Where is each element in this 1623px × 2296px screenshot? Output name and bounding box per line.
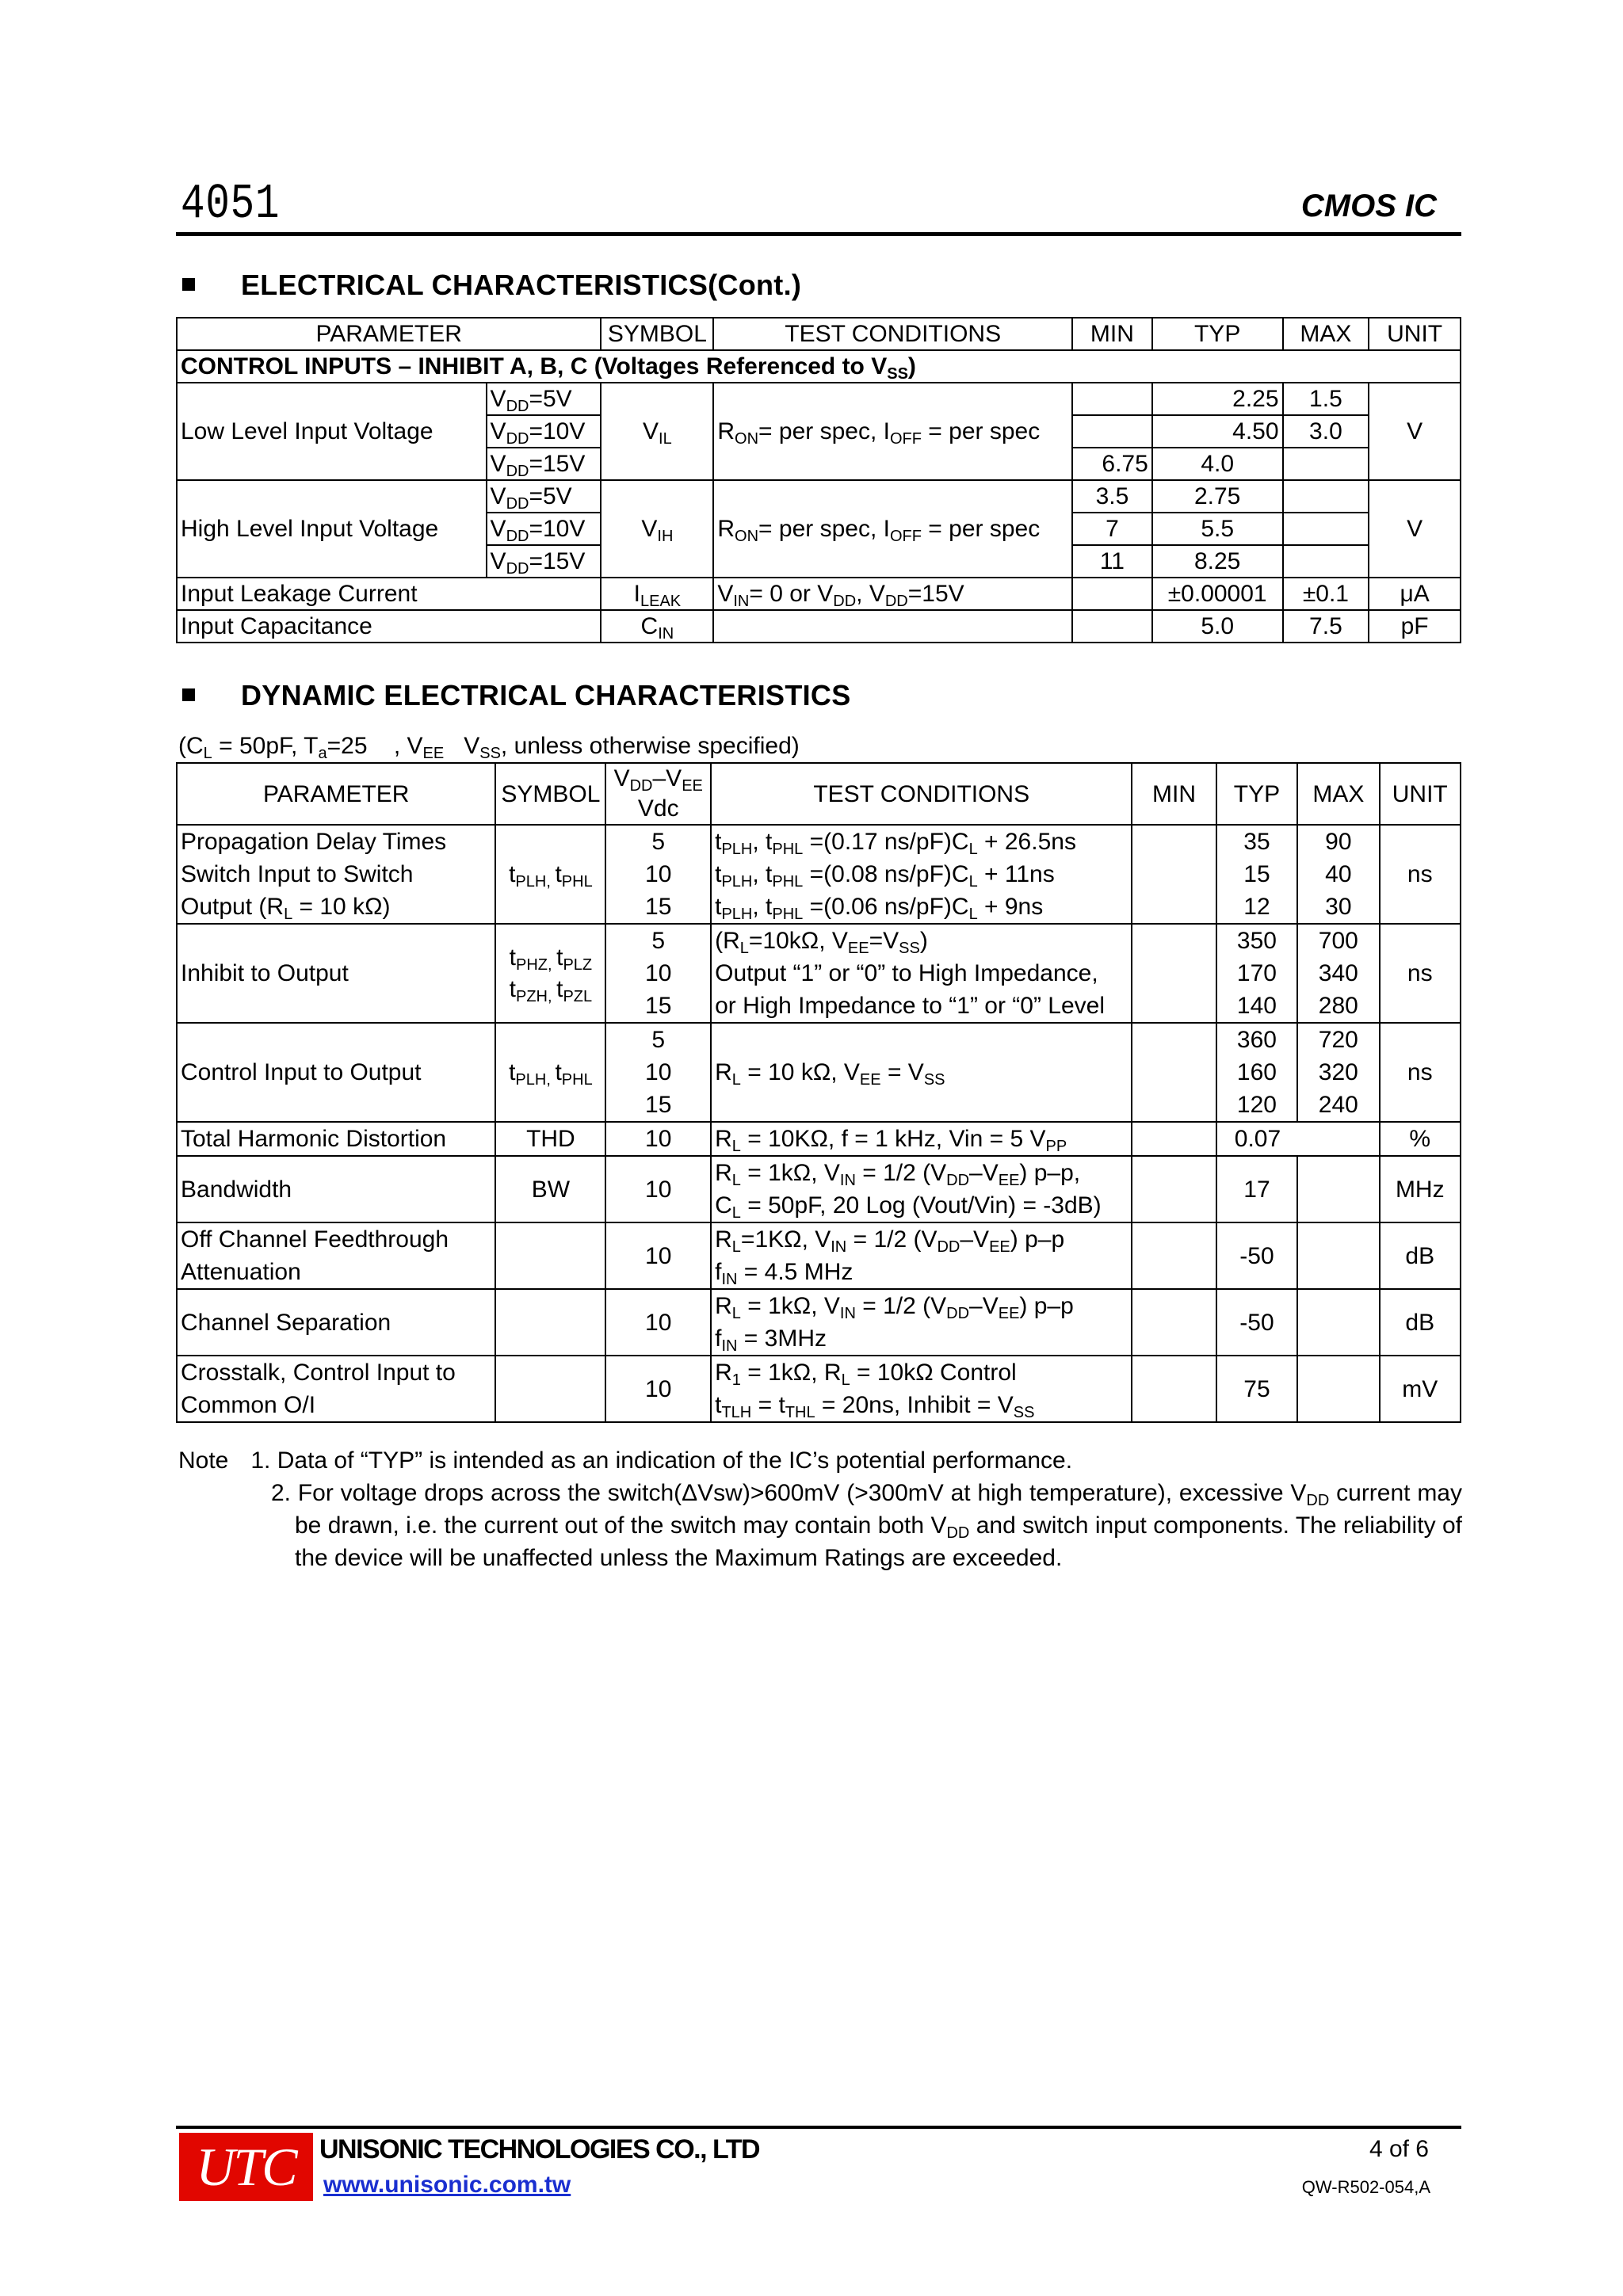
max-value — [1283, 480, 1369, 513]
section-title-dynamic — [176, 679, 851, 712]
website-link[interactable]: www.unisonic.com.tw — [323, 2172, 571, 2198]
col-parameter: PARAMETER — [177, 763, 495, 825]
symbol-vil: $V_{IL}$ — [601, 383, 713, 480]
test-condition — [713, 610, 1072, 643]
min-value: 3.5 — [1072, 480, 1152, 513]
test-condition: $R_L = 10$ kΩ, $V_{EE} = V_{SS}$ — [711, 1023, 1132, 1122]
unit-value: dB — [1380, 1289, 1461, 1356]
col-symbol: SYMBOL — [495, 763, 605, 825]
symbol-vih: $V_{IH}$ — [601, 480, 713, 578]
col-unit: UNIT — [1369, 318, 1461, 350]
symbol-tplh-tphl: $t_{PLH,}$ $t_{PHL}$ — [495, 825, 605, 924]
col-min: MIN — [1072, 318, 1152, 350]
col-test-conditions: TEST CONDITIONS — [713, 318, 1072, 350]
table-row — [177, 924, 1461, 1023]
dynamic-characteristics-table — [176, 762, 1461, 1423]
vdd-condition: $V_{DD}=10V$ — [487, 513, 601, 545]
typ-value: 2.25 — [1152, 383, 1283, 415]
vdd-values: 5 10 15 — [605, 1023, 711, 1122]
company-name: UNISONIC TECHNOLOGIES CO., LTD — [319, 2134, 760, 2164]
col-vdd-vee: $V_{DD}-V_{EE}$ Vdc — [605, 763, 711, 825]
vdd-condition: $V_{DD}=5V$ — [487, 383, 601, 415]
typ-value: -50 — [1216, 1289, 1297, 1356]
group-title-row — [177, 350, 1461, 383]
table-row — [177, 610, 1461, 643]
param-crosstalk: Crosstalk, Control Input to Common O/I — [177, 1356, 495, 1422]
param-channel-separation: Channel Separation — [177, 1289, 495, 1356]
col-max: MAX — [1297, 763, 1379, 825]
typ-value: 2.75 — [1152, 480, 1283, 513]
min-value: 7 — [1072, 513, 1152, 545]
footer-rule — [176, 2126, 1461, 2129]
table-row — [177, 578, 1461, 610]
symbol-bw: BW — [495, 1156, 605, 1222]
min-value — [1132, 1289, 1216, 1356]
min-value — [1072, 383, 1152, 415]
unit-value: ns — [1380, 825, 1461, 924]
max-value — [1283, 513, 1369, 545]
param-low-level: Low Level Input Voltage — [177, 383, 487, 480]
symbol-tplh-tphl: $t_{PLH,}$ $t_{PHL}$ — [495, 1023, 605, 1122]
group-title: CONTROL INPUTS – INHIBIT A, B, C (Voltages Referenced to $V_{SS}$) — [177, 350, 1461, 383]
min-value — [1132, 924, 1216, 1023]
test-condition: $R_{ON}=$ per spec, $I_{OFF}$ = per spec — [713, 480, 1072, 578]
min-value — [1072, 610, 1152, 643]
table-header-row — [177, 318, 1461, 350]
bullet-icon — [182, 688, 195, 701]
test-condition: $R_L = 1k\Omega$, $V_{IN} = 1/2$ $(V_{DD}-V_{EE})$ p–p, $C_L = 50pF$, 20 Log (Vout/Vin) = -3dB) — [711, 1156, 1132, 1222]
typ-value: 8.25 — [1152, 545, 1283, 578]
typ-value: -50 — [1216, 1222, 1297, 1289]
test-condition: $R_L = 10K\Omega$, f = 1 kHz, Vin = 5 $V_{PP}$ — [711, 1122, 1132, 1156]
vdd-value: 10 — [605, 1356, 711, 1422]
param-high-level: High Level Input Voltage — [177, 480, 487, 578]
test-condition: $R_1 = 1k\Omega$, $R_L = 10k\Omega$ Control $t_{TLH} = t_{THL} = 20ns$, Inhibit = $V_{SS}$ — [711, 1356, 1132, 1422]
max-values: 700 340 280 — [1297, 924, 1379, 1023]
symbol-inhibit: $t_{PHZ,}$ $t_{PLZ}$ $t_{PZH,}$ $t_{PZL}$ — [495, 924, 605, 1023]
typ-value: 4.0 — [1152, 448, 1283, 480]
vdd-values: 5 10 15 — [605, 825, 711, 924]
min-value: 6.75 — [1072, 448, 1152, 480]
min-value — [1132, 825, 1216, 924]
table-row — [177, 1222, 1461, 1289]
param-leakage: Input Leakage Current — [177, 578, 601, 610]
param-thd: Total Harmonic Distortion — [177, 1122, 495, 1156]
document-category: CMOS IC — [1300, 189, 1437, 223]
part-number: 4051 — [181, 176, 281, 232]
note-1: Note 1. Data of “TYP” is intended as an indication of the IC’s potential performance. — [178, 1447, 1073, 1474]
col-typ: TYP — [1152, 318, 1283, 350]
typ-values: 350 170 140 — [1216, 924, 1297, 1023]
table-row — [177, 1289, 1461, 1356]
min-value — [1132, 1122, 1216, 1156]
typ-value: 5.5 — [1152, 513, 1283, 545]
note-label: Note — [178, 1447, 229, 1474]
symbol-cin: $C_{IN}$ — [601, 610, 713, 643]
typ-value: 75 — [1216, 1356, 1297, 1422]
max-value: 1.5 — [1283, 383, 1369, 415]
notes — [178, 1444, 1462, 1574]
max-value: ±0.1 — [1283, 578, 1369, 610]
max-value — [1297, 1156, 1379, 1222]
symbol-empty — [495, 1222, 605, 1289]
vdd-condition: $V_{DD}=5V$ — [487, 480, 601, 513]
col-typ: TYP — [1216, 763, 1297, 825]
min-value — [1072, 578, 1152, 610]
param-propagation: Propagation Delay Times Switch Input to Switch Output ($R_L = 10$ kΩ) — [177, 825, 495, 924]
typ-value: 5.0 — [1152, 610, 1283, 643]
section-title-text: DYNAMIC ELECTRICAL CHARACTERISTICS — [241, 679, 851, 711]
min-value: 11 — [1072, 545, 1152, 578]
table-row — [177, 1356, 1461, 1422]
unit-value: MHz — [1380, 1156, 1461, 1222]
col-test-conditions: TEST CONDITIONS — [711, 763, 1132, 825]
vdd-value: 10 — [605, 1156, 711, 1222]
electrical-characteristics-table — [176, 317, 1461, 643]
unit-value: μA — [1369, 578, 1461, 610]
vdd-value: 10 — [605, 1222, 711, 1289]
symbol-empty — [495, 1356, 605, 1422]
unit-value: ns — [1380, 1023, 1461, 1122]
vdd-condition: $V_{DD}=15V$ — [487, 545, 601, 578]
param-control: Control Input to Output — [177, 1023, 495, 1122]
utc-logo: UTC — [179, 2133, 313, 2201]
unit-value: dB — [1380, 1222, 1461, 1289]
col-max: MAX — [1283, 318, 1369, 350]
unit-value: V — [1369, 480, 1461, 578]
min-value — [1072, 415, 1152, 448]
document-number: QW-R502-054,A — [1301, 2177, 1430, 2197]
vdd-condition: $V_{DD}=10V$ — [487, 415, 601, 448]
min-value — [1132, 1023, 1216, 1122]
max-value: 3.0 — [1283, 415, 1369, 448]
max-value — [1283, 448, 1369, 480]
typ-value: 17 — [1216, 1156, 1297, 1222]
min-value — [1132, 1222, 1216, 1289]
max-value: 7.5 — [1283, 610, 1369, 643]
page-number: 4 of 6 — [1369, 2136, 1429, 2162]
test-condition: $R_L=1K\Omega$, $V_{IN} = 1/2$ $(V_{DD}-V_{EE})$ p–p $f_{IN} = 4.5$ MHz — [711, 1222, 1132, 1289]
typ-values: 35 15 12 — [1216, 825, 1297, 924]
unit-value: % — [1380, 1122, 1461, 1156]
max-value — [1283, 545, 1369, 578]
max-value — [1297, 1289, 1379, 1356]
typ-value: 0.07 — [1216, 1122, 1380, 1156]
vdd-value: 10 — [605, 1289, 711, 1356]
test-condition: $R_{ON}=$ per spec, $I_{OFF}$ = per spec — [713, 383, 1072, 480]
table-row — [177, 1023, 1461, 1122]
param-capacitance: Input Capacitance — [177, 610, 601, 643]
unit-value: pF — [1369, 610, 1461, 643]
table-row — [177, 825, 1461, 924]
col-parameter: PARAMETER — [177, 318, 601, 350]
col-symbol: SYMBOL — [601, 318, 713, 350]
table-row — [177, 383, 1461, 415]
unit-value: ns — [1380, 924, 1461, 1023]
conditions-note: ($C_L = 50pF$, $T_a=25$ , $V_{EE}$ $V_{SS}$, unless otherwise specified) — [178, 733, 800, 762]
vdd-condition: $V_{DD}=15V$ — [487, 448, 601, 480]
note-2: 2. For voltage drops across the switch(ΔVsw)>600mV (>300mV at high temperature), excessive $V_{DD}$ current may be drawn, i.e. the current out of the switch may contain both $V_{DD}$ and switch input components. The reliability of the device will be unaffected unless the Maximum Ratings are exceeded. — [271, 1480, 1462, 1571]
max-value — [1297, 1222, 1379, 1289]
max-values: 90 40 30 — [1297, 825, 1379, 924]
typ-value: 4.50 — [1152, 415, 1283, 448]
min-value — [1132, 1156, 1216, 1222]
unit-value: mV — [1380, 1356, 1461, 1422]
table-row — [177, 1122, 1461, 1156]
col-min: MIN — [1132, 763, 1216, 825]
symbol-ileak: $I_{LEAK}$ — [601, 578, 713, 610]
col-unit: UNIT — [1380, 763, 1461, 825]
max-value — [1297, 1356, 1379, 1422]
vdd-value: 10 — [605, 1122, 711, 1156]
param-bandwidth: Bandwidth — [177, 1156, 495, 1222]
bullet-icon — [182, 278, 195, 291]
symbol-thd: THD — [495, 1122, 605, 1156]
param-inhibit: Inhibit to Output — [177, 924, 495, 1023]
table-row — [177, 480, 1461, 513]
max-values: 720 320 240 — [1297, 1023, 1379, 1122]
table-row — [177, 1156, 1461, 1222]
vdd-values: 5 10 15 — [605, 924, 711, 1023]
test-condition: $t_{PLH}$, $t_{PHL} =(0.17$ $ns/pF)C_L + 26.5ns$ $t_{PLH}$, $t_{PHL} =(0.08$ $ns/pF)C_L + 11ns$ $t_{PLH}$, $t_{PHL} =(0.06$ $ns/pF)C_L + 9ns$ — [711, 825, 1132, 924]
section-title-electrical — [176, 269, 801, 302]
test-condition: $R_L = 1k\Omega$, $V_{IN} = 1/2$ $(V_{DD}-V_{EE})$ p–p $f_{IN} = 3MHz$ — [711, 1289, 1132, 1356]
unit-value: V — [1369, 383, 1461, 480]
test-condition: ($R_L=10k\Omega$, $V_{EE}=V_{SS}$) Output “1” or “0” to High Impedance, or High Impedance to “1” or “0” Level — [711, 924, 1132, 1023]
symbol-empty — [495, 1289, 605, 1356]
table-header-row — [177, 763, 1461, 825]
typ-value: ±0.00001 — [1152, 578, 1283, 610]
test-condition: $V_{IN}= 0$ or $V_{DD}$, $V_{DD}=15V$ — [713, 578, 1072, 610]
param-feedthrough: Off Channel Feedthrough Attenuation — [177, 1222, 495, 1289]
header-rule — [176, 232, 1461, 236]
typ-values: 360 160 120 — [1216, 1023, 1297, 1122]
section-title-text: ELECTRICAL CHARACTERISTICS(Cont.) — [241, 269, 802, 301]
min-value — [1132, 1356, 1216, 1422]
